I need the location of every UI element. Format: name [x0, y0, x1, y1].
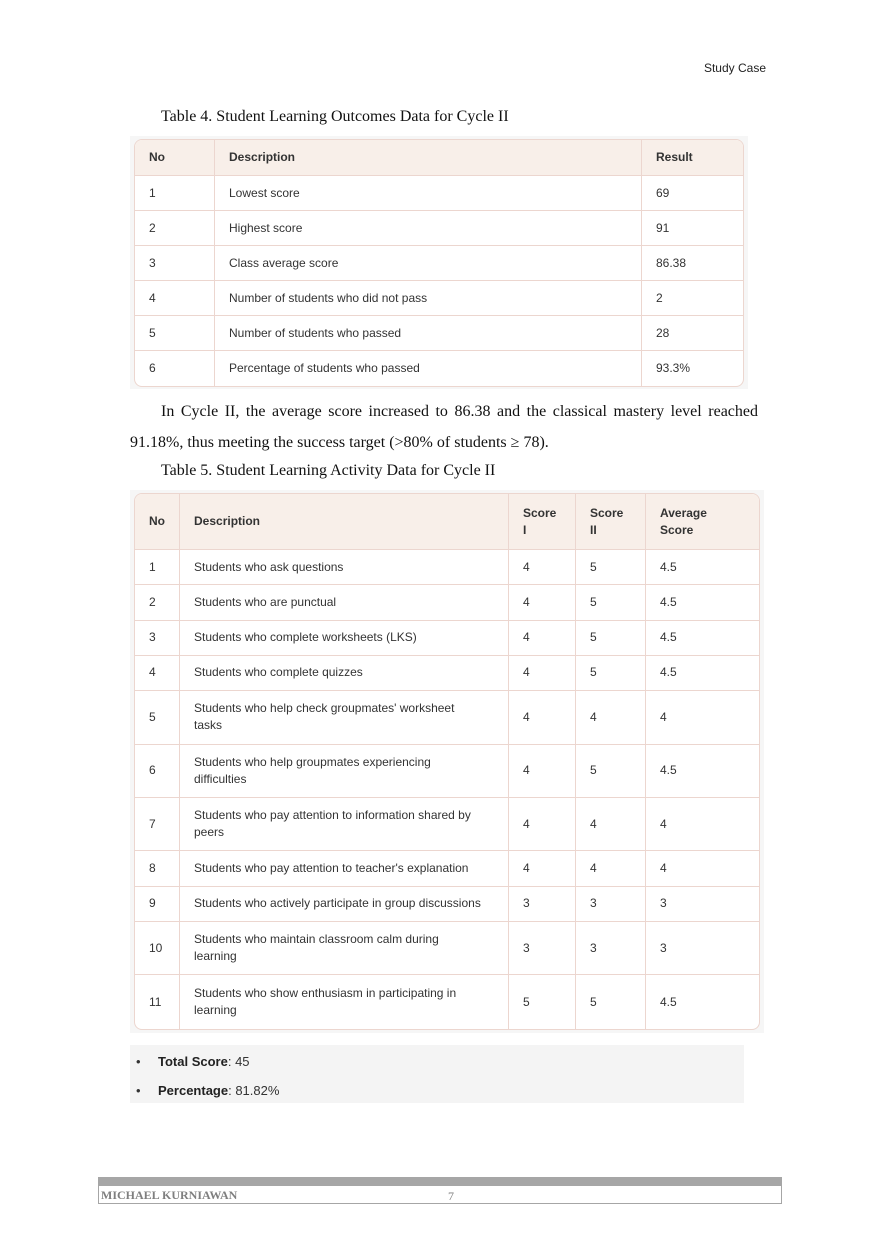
table5: [134, 493, 760, 1030]
table-row: [135, 550, 759, 585]
table5-cell-description: [180, 550, 509, 585]
table5-cell-score-i: 4: [509, 621, 576, 656]
table5-cell-no: 7: [135, 798, 180, 851]
table5-cell-score-i: 5: [509, 975, 576, 1029]
description-line: learning: [194, 949, 237, 964]
table-row: [135, 745, 759, 798]
score-summary: [130, 1045, 744, 1103]
table4-header-description: Description: [215, 140, 642, 176]
table5-cell-description: [180, 887, 509, 922]
table5-cell-no: 1: [135, 550, 180, 585]
table5-cell-average: 4.5: [646, 745, 759, 798]
table4-caption: Table 4. Student Learning Outcomes Data for Cycle II: [161, 108, 509, 125]
table5-cell-score-i: 4: [509, 550, 576, 585]
table5-cell-description: [180, 691, 509, 744]
description-line: Students who help check groupmates' worksheet: [194, 701, 455, 716]
table5-cell-no: 8: [135, 851, 180, 886]
table4-header-row: [135, 140, 743, 176]
table5-cell-no: 4: [135, 656, 180, 691]
table5-cell-average: 3: [646, 887, 759, 922]
table5-cell-description: [180, 975, 509, 1029]
table4-container: [130, 136, 748, 389]
description-line: difficulties: [194, 771, 247, 786]
table5-cell-score-ii: 5: [576, 975, 646, 1029]
table4-cell-result: 86.38: [642, 246, 743, 281]
table5-cell-average: 4: [646, 851, 759, 886]
percentage-value: : 81.82%: [228, 1083, 280, 1098]
header-text-line: Score: [660, 522, 694, 537]
table-row: [135, 798, 759, 851]
description-line: Students who are punctual: [194, 594, 337, 609]
table5-cell-score-ii: 5: [576, 656, 646, 691]
table-row: [135, 656, 759, 691]
table5-cell-score-i: 3: [509, 887, 576, 922]
bullet-icon: •: [136, 1083, 141, 1098]
table5-cell-description: [180, 798, 509, 851]
table-row: [135, 691, 759, 744]
table-row: [135, 585, 759, 620]
table4-cell-no: 4: [135, 281, 215, 316]
table5-caption: Table 5. Student Learning Activity Data for Cycle II: [161, 462, 496, 479]
table5-container: [130, 490, 764, 1033]
table4-cell-description: Lowest score: [215, 176, 642, 211]
table5-cell-score-ii: 5: [576, 745, 646, 798]
table4: [134, 139, 744, 387]
table5-cell-score-i: 4: [509, 798, 576, 851]
table5-cell-average: 3: [646, 922, 759, 975]
table5-cell-average: 4.5: [646, 656, 759, 691]
table4-cell-no: 3: [135, 246, 215, 281]
header-text-line: Average: [660, 505, 707, 520]
table-row: [135, 351, 743, 386]
table5-cell-no: 9: [135, 887, 180, 922]
table5-cell-description: [180, 851, 509, 886]
table5-cell-no: 2: [135, 585, 180, 620]
table5-header-description: [180, 494, 509, 550]
table4-cell-description: Class average score: [215, 246, 642, 281]
table5-cell-score-i: 4: [509, 851, 576, 886]
description-line: learning: [194, 1003, 237, 1018]
table4-header-result: Result: [642, 140, 743, 176]
table5-cell-no: 3: [135, 621, 180, 656]
table4-cell-no: 6: [135, 351, 215, 386]
description-line: Students who complete worksheets (LKS): [194, 630, 417, 645]
bullet-icon: •: [136, 1054, 141, 1069]
table5-header-average-score: [646, 494, 759, 550]
percentage-label: Percentage: [158, 1083, 229, 1098]
table5-cell-description: [180, 621, 509, 656]
table4-cell-result: 93.3%: [656, 361, 691, 375]
table5-header-no: [135, 494, 180, 550]
table5-cell-score-ii: 4: [576, 691, 646, 744]
table5-cell-score-i: 4: [509, 691, 576, 744]
table-row: [135, 887, 759, 922]
table5-cell-score-ii: 5: [576, 585, 646, 620]
table4-cell-result: 2: [642, 281, 743, 316]
table4-cell-no: 2: [135, 211, 215, 246]
table5-cell-score-i: 3: [509, 922, 576, 975]
table5-cell-average: 4.5: [646, 585, 759, 620]
header-text-line: I: [523, 522, 527, 537]
description-line: Students who ask questions: [194, 559, 344, 574]
description-line: tasks: [194, 718, 223, 733]
table-row: [135, 621, 759, 656]
total-score-value: : 45: [227, 1054, 250, 1069]
description-line: Students who pay attention to information shared by: [194, 808, 471, 823]
table5-cell-description: [180, 745, 509, 798]
table5-cell-average: 4.5: [646, 550, 759, 585]
table4-cell-result: 91: [642, 211, 743, 246]
table5-cell-no: 11: [135, 975, 180, 1029]
description-line: Students who actively participate in group discussions: [194, 896, 481, 911]
description-line: Students who show enthusiasm in participating in: [194, 986, 457, 1001]
table-row: [135, 176, 743, 211]
description-line: Students who complete quizzes: [194, 665, 363, 680]
table4-cell-no: 5: [135, 316, 215, 351]
table5-cell-description: [180, 585, 509, 620]
table4-cell-result: 69: [642, 176, 743, 211]
table5-cell-no: 6: [135, 745, 180, 798]
footer-bar: [98, 1177, 782, 1186]
table5-cell-score-i: 4: [509, 745, 576, 798]
header-text-line: No: [149, 514, 165, 528]
footer-author: MICHAEL KURNIAWAN: [101, 1188, 238, 1202]
table5-cell-description: [180, 922, 509, 975]
description-line: Students who pay attention to teacher's explanation: [194, 861, 469, 876]
description-line: Students who maintain classroom calm during: [194, 932, 439, 947]
table5-cell-description: [180, 656, 509, 691]
header-text-line: Description: [194, 514, 261, 528]
table5-cell-score-ii: 5: [576, 550, 646, 585]
header-text-line: II: [590, 522, 597, 537]
table4-cell-description: Number of students who passed: [215, 316, 642, 351]
table4-cell-result: 28: [642, 316, 743, 351]
table-row: [135, 246, 743, 281]
description-line: Students who help groupmates experiencing: [194, 754, 431, 769]
table5-cell-score-ii: 5: [576, 621, 646, 656]
table-row: [135, 851, 759, 886]
table5-cell-score-i: 4: [509, 656, 576, 691]
table-row: [135, 975, 759, 1029]
header-text-line: Score: [523, 505, 557, 520]
body-paragraph: In Cycle II, the average score increased to 86.38 and the classical mastery level reached 91.18%, thus meeting the success target (>80% of students ≥ 78).: [130, 403, 758, 451]
table5-cell-average: 4: [646, 798, 759, 851]
table5-cell-no: 10: [135, 922, 180, 975]
table5-cell-score-ii: 4: [576, 798, 646, 851]
table-row: [135, 281, 743, 316]
table5-cell-average: 4.5: [646, 621, 759, 656]
table4-header-no: No: [135, 140, 215, 176]
table5-header-score-ii: [576, 494, 646, 550]
table-row: [135, 316, 743, 351]
table4-cell-no: 1: [135, 176, 215, 211]
total-score-label: Total Score: [158, 1054, 228, 1069]
header-text-line: Score: [590, 505, 624, 520]
table5-cell-score-ii: 3: [576, 887, 646, 922]
table5-cell-score-ii: 3: [576, 922, 646, 975]
table5-cell-average: 4.5: [660, 994, 677, 1009]
table-row: [135, 922, 759, 975]
table5-cell-score-ii: 4: [576, 851, 646, 886]
page-number: 7: [448, 1189, 454, 1203]
table-row: [135, 211, 743, 246]
table5-cell-average: 4: [646, 691, 759, 744]
table4-cell-description: Highest score: [215, 211, 642, 246]
table5-cell-no: 5: [135, 691, 180, 744]
table5-header-row: [135, 494, 759, 550]
table4-cell-description: Number of students who did not pass: [215, 281, 642, 316]
description-line: peers: [194, 825, 225, 840]
table5-cell-score-i: 4: [509, 585, 576, 620]
table5-header-score-i: [509, 494, 576, 550]
running-header: Study Case: [703, 61, 766, 75]
table4-cell-description: Percentage of students who passed: [215, 351, 642, 386]
